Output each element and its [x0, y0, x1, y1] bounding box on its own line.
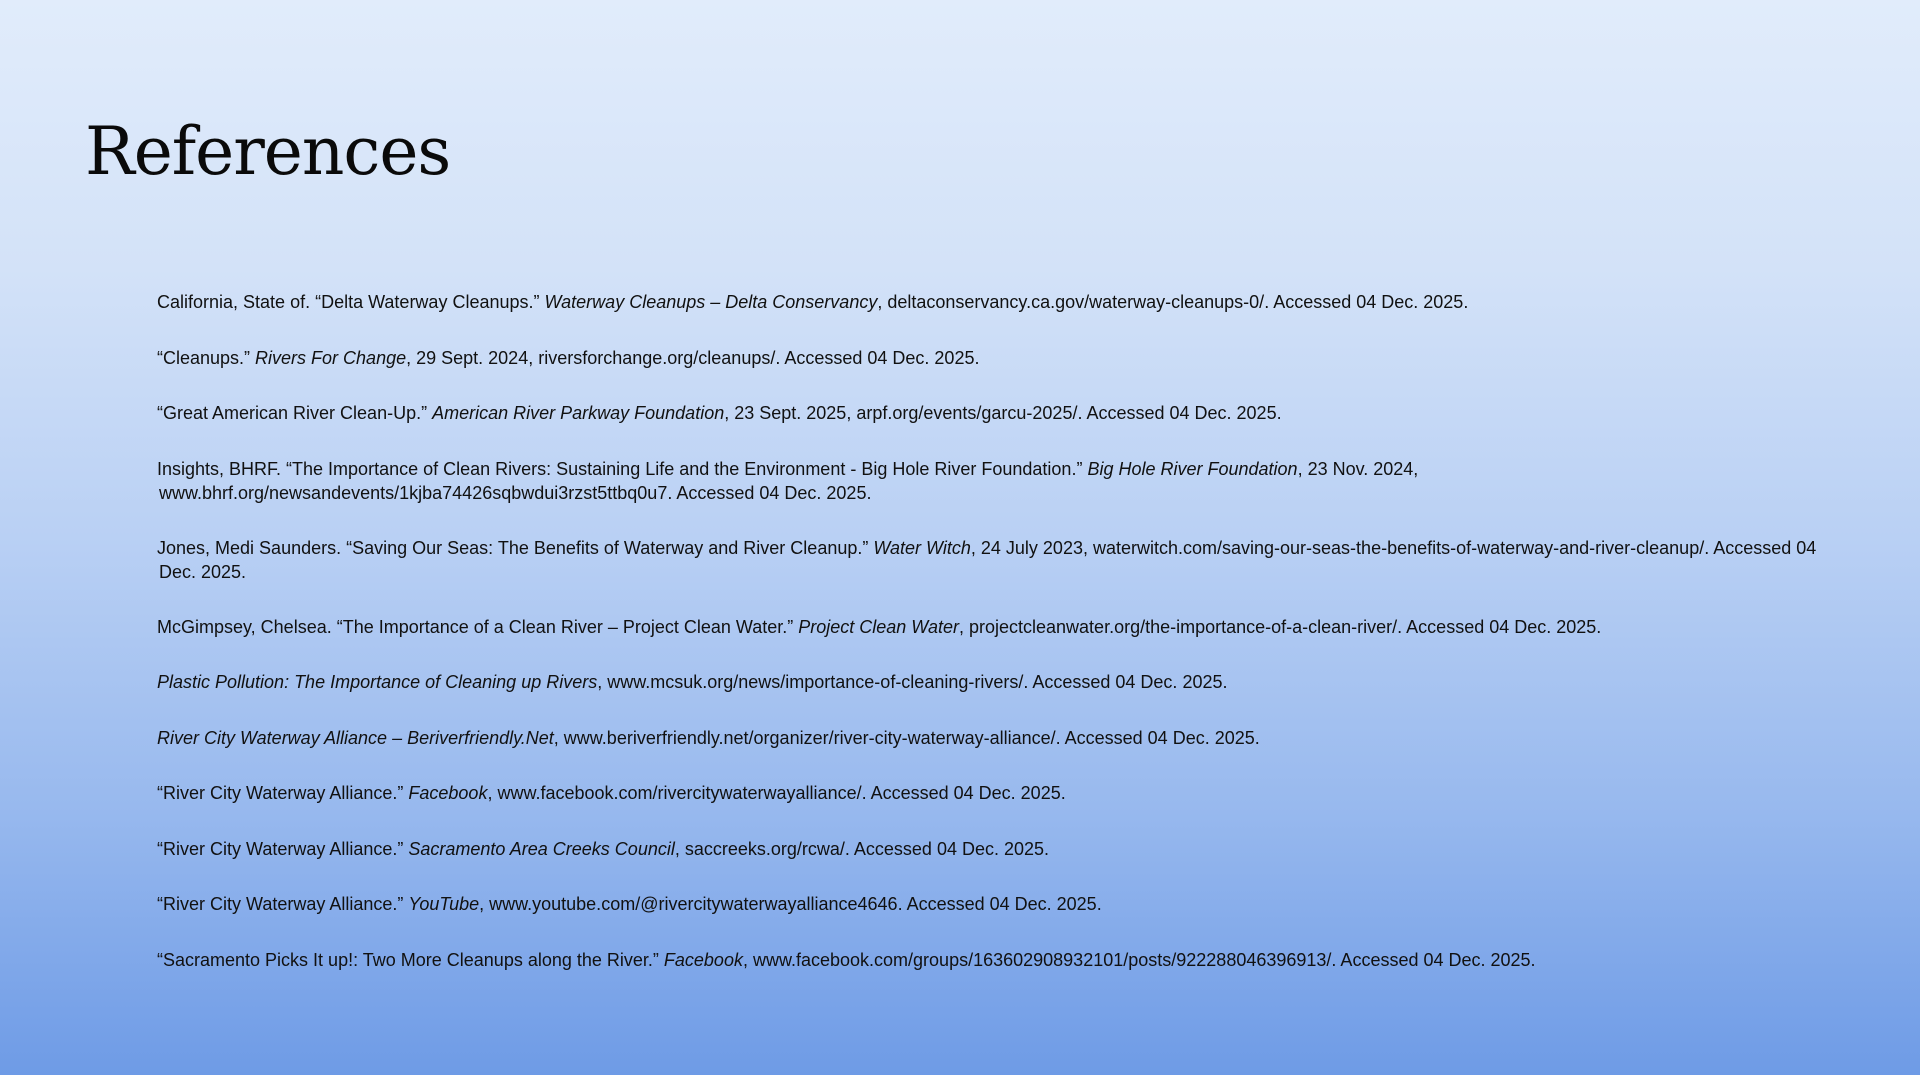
reference-details: , saccreeks.org/rcwa/. Accessed 04 Dec. 2025.	[674, 838, 1050, 859]
reference-text: “Sacramento Picks It up!: Two More Cleanups along the River.”	[157, 949, 664, 970]
reference-text: “River City Waterway Alliance.”	[157, 894, 409, 914]
reference-item	[157, 401, 1857, 425]
reference-source: River City Waterway Alliance – Beriverfriendly.Net	[157, 727, 554, 748]
reference-details: , www.facebook.com/rivercitywaterwayalliance/. Accessed 04 Dec. 2025.	[487, 783, 1066, 803]
reference-item	[157, 670, 1857, 694]
reference-source: Facebook	[408, 783, 488, 803]
reference-text: “River City Waterway Alliance.”	[157, 783, 409, 803]
reference-item	[157, 346, 1857, 370]
reference-item	[157, 781, 1857, 805]
reference-text: California, State of. “Delta Waterway Cleanups.”	[157, 292, 545, 312]
reference-text: Insights, BHRF. “The Importance of Clean Rivers: Sustaining Life and the Environment - Big Hole River Foundation.”	[157, 458, 1088, 479]
reference-source: Big Hole River Foundation	[1087, 458, 1298, 479]
reference-item	[157, 948, 1857, 972]
reference-source: Project Clean Water	[798, 616, 959, 637]
reference-text: “Cleanups.”	[157, 347, 256, 368]
reference-details: , 24 July 2023, waterwitch.com/saving-our-seas-the-benefits-of-waterway-and-river-cleanup/. Accessed 04 Dec. 2025.	[159, 537, 1817, 582]
reference-item	[157, 290, 1857, 314]
reference-item	[157, 837, 1857, 861]
reference-details: , 23 Nov. 2024, www.bhrf.org/newsandevents/1kjba74426sqbwdui3rzst5ttbq0u7. Accessed 04 Dec. 2025.	[159, 458, 1419, 503]
references-list	[157, 290, 1857, 1003]
reference-text: “Great American River Clean-Up.”	[157, 403, 433, 423]
reference-source: YouTube	[408, 894, 480, 914]
reference-item	[157, 457, 1857, 505]
reference-details: , 23 Sept. 2025, arpf.org/events/garcu-2025/. Accessed 04 Dec. 2025.	[724, 403, 1282, 423]
reference-details: , 29 Sept. 2024, riversforchange.org/cleanups/. Accessed 04 Dec. 2025.	[406, 347, 980, 368]
reference-details: , projectcleanwater.org/the-importance-of-a-clean-river/. Accessed 04 Dec. 2025.	[958, 616, 1602, 637]
reference-source: Facebook	[663, 949, 743, 970]
reference-item	[157, 615, 1857, 639]
reference-details: , www.mcsuk.org/news/importance-of-cleaning-rivers/. Accessed 04 Dec. 2025.	[597, 672, 1228, 692]
slide-title: References	[85, 113, 451, 190]
reference-item	[157, 536, 1857, 584]
reference-source: Water Witch	[873, 537, 971, 558]
reference-source: American River Parkway Foundation	[432, 403, 725, 423]
reference-item	[157, 726, 1857, 750]
reference-source: Waterway Cleanups – Delta Conservancy	[544, 292, 878, 312]
reference-details: , www.facebook.com/groups/163602908932101/posts/922288046396913/. Accessed 04 Dec. 2025.	[742, 949, 1536, 970]
reference-item	[157, 892, 1857, 916]
reference-source: Plastic Pollution: The Importance of Cleaning up Rivers	[157, 672, 598, 692]
reference-text: McGimpsey, Chelsea. “The Importance of a Clean River – Project Clean Water.”	[157, 616, 799, 637]
reference-text: Jones, Medi Saunders. “Saving Our Seas: The Benefits of Waterway and River Cleanup.”	[157, 537, 874, 558]
reference-details: , www.beriverfriendly.net/organizer/river-city-waterway-alliance/. Accessed 04 Dec. 2025.	[553, 727, 1260, 748]
reference-text: “River City Waterway Alliance.”	[157, 838, 409, 859]
reference-source: Rivers For Change	[255, 347, 407, 368]
reference-details: , deltaconservancy.ca.gov/waterway-cleanups-0/. Accessed 04 Dec. 2025.	[877, 292, 1469, 312]
reference-details: , www.youtube.com/@rivercitywaterwayalliance4646. Accessed 04 Dec. 2025.	[479, 894, 1102, 914]
reference-source: Sacramento Area Creeks Council	[408, 838, 675, 859]
